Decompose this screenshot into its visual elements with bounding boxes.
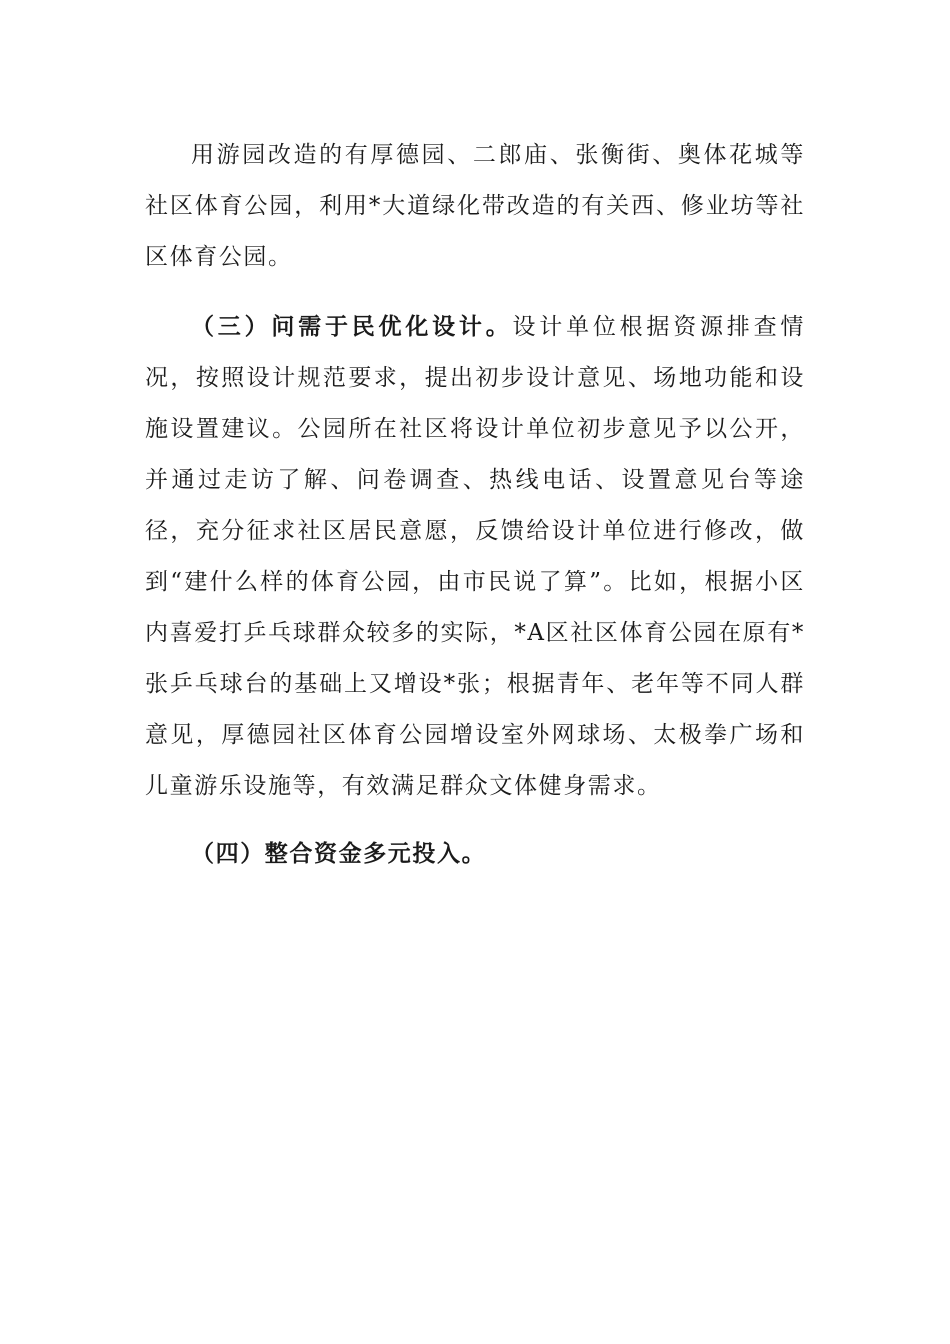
section-3-heading: （三）问需于民优化设计。 xyxy=(191,313,513,340)
section-3-body: 设计单位根据资源排查情况，按照设计规范要求，提出初步设计意见、场地功能和设施设置建议。公园所在社区将设计单位初步意见予以公开，并通过走访了解、问卷调查、热线电话、设置意见台等途径，充分征求社区居民意愿，反馈给设计单位进行修改，做到“建什么样的体育公园，由市民说了算”。比如，根据小区内喜爱打乒乓球群众较多的实际，*A区社区体育公园在原有*张乒乓球台的基础上又增设*张；根据青年、老年等不同人群意见，厚德园社区体育公园增设室外网球场、太极拳广场和儿童游乐设施等，有效满足群众文体健身需求。 xyxy=(145,314,805,799)
paragraph-section-4 xyxy=(145,828,805,880)
paragraph-continuation: 用游园改造的有厚德园、二郎庙、张衡街、奥体花城等社区体育公园，利用*大道绿化带改造的有关西、修业坊等社区体育公园。 xyxy=(145,142,805,270)
section-4-heading: （四）整合资金多元投入。 xyxy=(191,840,487,867)
document-body xyxy=(145,130,805,880)
paragraph-section-3 xyxy=(145,301,805,812)
